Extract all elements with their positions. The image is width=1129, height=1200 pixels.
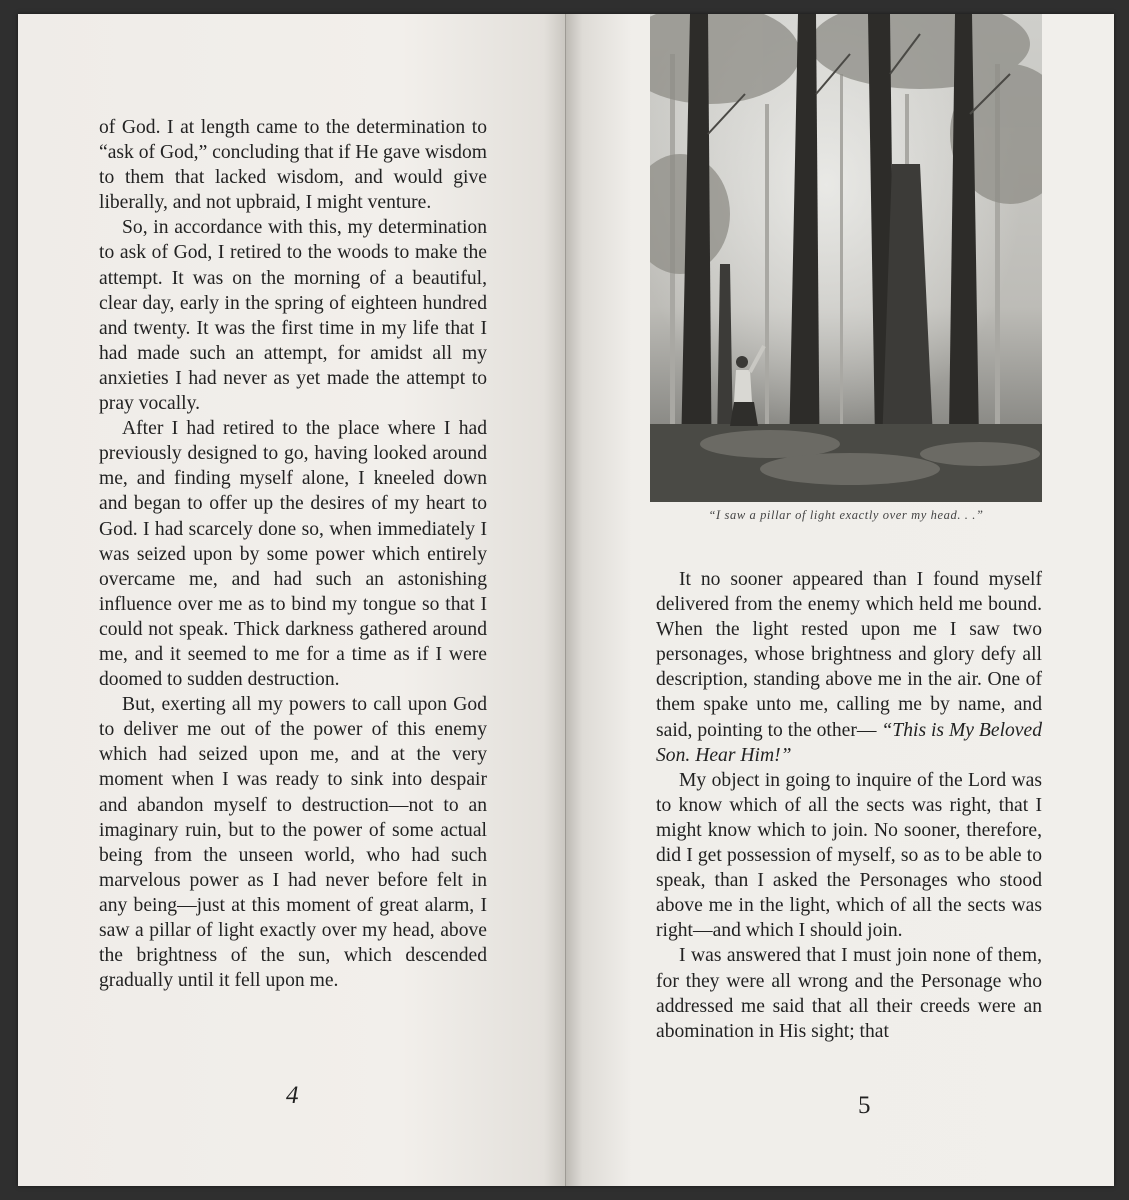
paragraph: After I had retired to the place where I had previously designed to go, having looked around me, and finding myself alone, I kneeled down and began to offer up the desires of my heart to God. I had scarcely done so, when immediately I was seized upon by some power which entirely overcame me, and had such an astonishing influence over me as to bind my tongue so that I could not speak. Thick darkness gathered around me, and it seemed to me for a time as if I were doomed to sudden destruction. — [99, 418, 487, 691]
paragraph: But, exerting all my powers to call upon God to deliver me out of the power of this enemy which had seized upon me, and at the very moment when I was ready to sink into despair and abandon myself to destruction—not to an imaginary ruin, but to the power of some actual being from the unseen world, who had such marvelous power as I had never before felt in any being—just at this moment of great alarm, I saw a pillar of light exactly over my head, above the brightness of the sun, which descended gradually until it fell upon me. — [99, 694, 487, 992]
paragraph-text: It no sooner appeared than I found myself delivered from the enemy which held me bound. When the light rested upon me I saw two personages, whose brightness and glory defy all description, standing above me in the air. One of them spake unto me, calling me by name, and said, pointing to the other— — [656, 569, 1042, 741]
left-page — [18, 14, 566, 1186]
page-number: 4 — [286, 1082, 299, 1109]
paragraph: of God. I at length came to the determination to “ask of God,” concluding that if He gave wisdom to them that lacked wisdom, and would give liberally, and not upbraid, I might venture. — [99, 117, 487, 214]
booklet-spread — [18, 14, 1114, 1186]
right-page-text — [656, 567, 1042, 1044]
paragraph: I was answered that I must join none of them, for they were all wrong and the Personage who addressed me said that all their creeds were an abomination in His sight; that — [656, 945, 1042, 1042]
forest-illustration — [650, 14, 1042, 502]
paragraph: My object in going to inquire of the Lord was to know which of all the sects was right, that I might know which to join. No sooner, therefore, did I get possession of myself, so as to be able to speak, than I asked the Personages who stood above me in the light, which of all the sects was right—and which I should join. — [656, 769, 1042, 942]
image-caption: “I saw a pillar of light exactly over my head. . .” — [708, 508, 984, 522]
left-page-text — [99, 115, 487, 993]
forest-scene-image — [650, 14, 1042, 502]
quoted-speech: “This is My Beloved Son. Hear Him!” — [656, 719, 1042, 766]
page-number: 5 — [858, 1092, 871, 1119]
paragraph — [656, 567, 1042, 768]
paragraph: So, in accordance with this, my determination to ask of God, I retired to the woods to make the attempt. It was on the morning of a beautiful, clear day, early in the spring of eighteen hundred and twenty. It was the first time in my life that I had made such an attempt, for amidst all my anxieties I had never as yet made the attempt to pray vocally. — [99, 217, 487, 415]
right-page — [566, 14, 1114, 1186]
